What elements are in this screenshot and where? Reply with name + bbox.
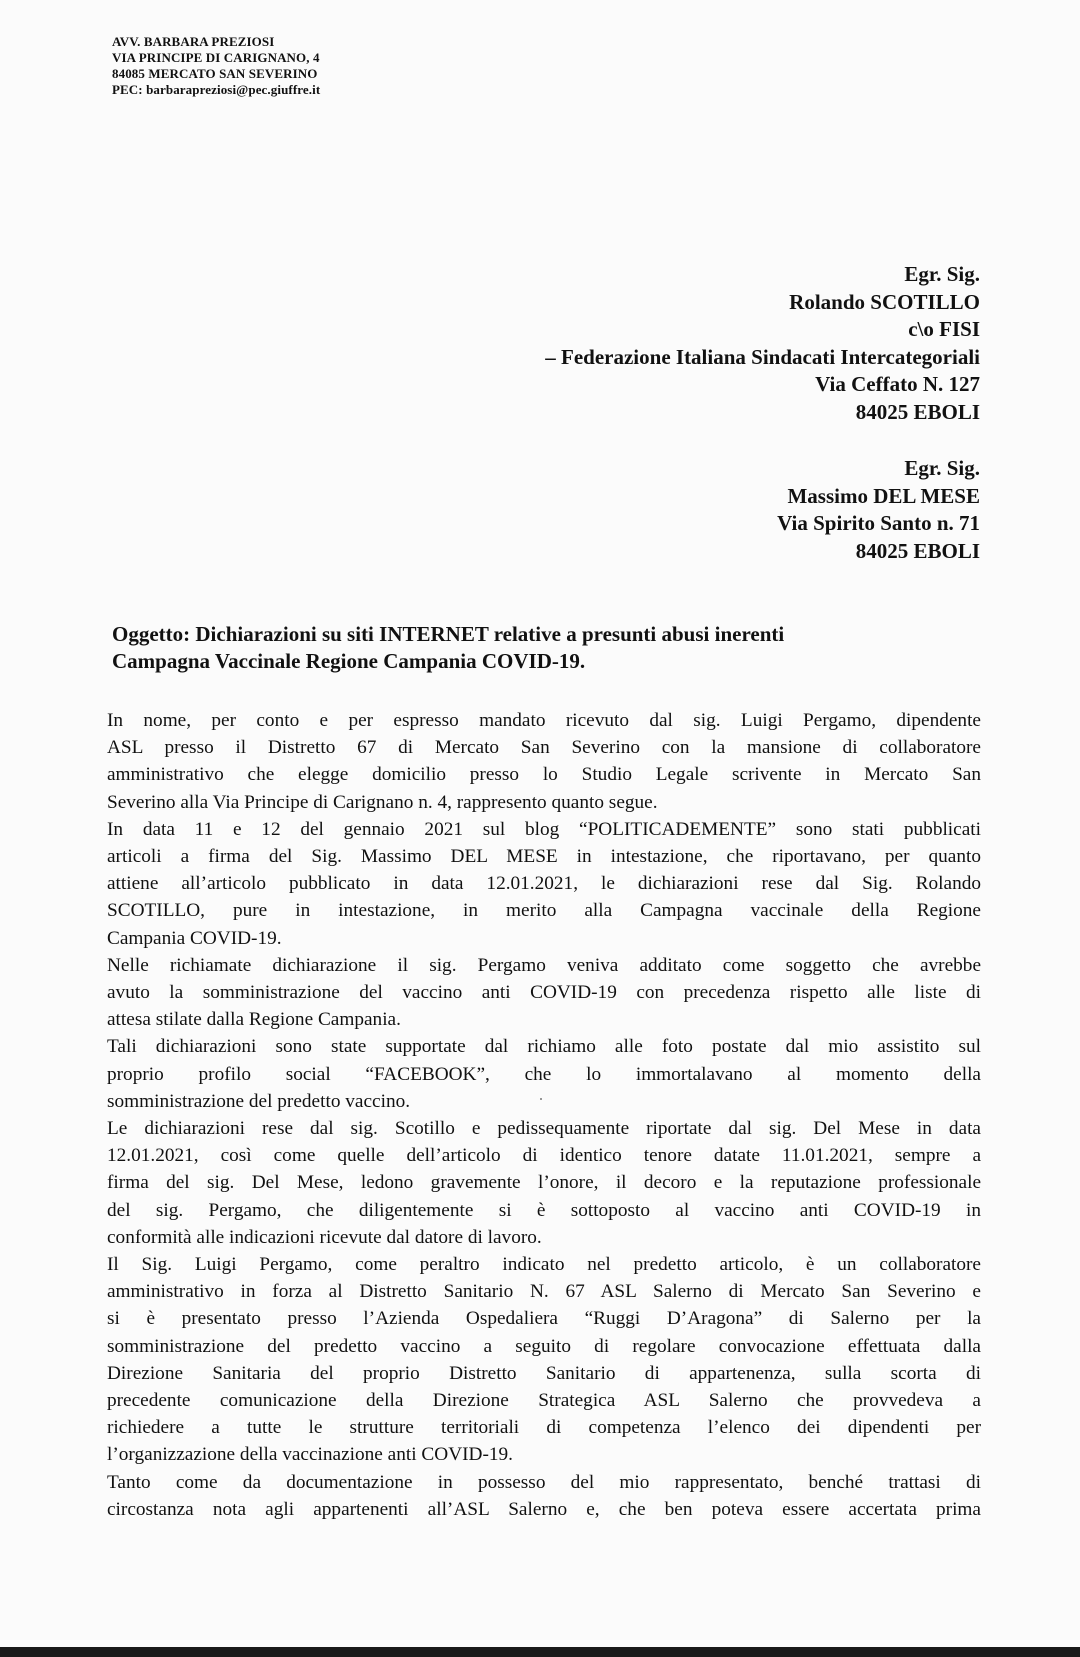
sender-letterhead [112, 34, 320, 98]
body-line: ASL presso il Distretto 67 di Mercato San Severino con la mansione di collaboratore [107, 737, 981, 759]
body-line: si è presentato presso l’Azienda Ospedaliera “Ruggi D’Aragona” di Salerno per la [107, 1308, 981, 1330]
recipient-street: Via Spirito Santo n. 71 [777, 511, 980, 535]
subject-heading [112, 621, 980, 675]
recipient-city: 84025 EBOLI [855, 399, 980, 424]
scan-speck [540, 1098, 542, 1100]
body-line: avuto la somministrazione del vaccino anti COVID-19 con precedenza rispetto alle liste di [107, 982, 981, 1004]
body-line: circostanza nota agli appartenenti all’ASL Salerno e, che ben poteva essere accertata prima [107, 1498, 981, 1520]
body-line: Il Sig. Luigi Pergamo, come peraltro indicato nel predetto articolo, è un collaboratore [107, 1254, 981, 1276]
body-line: attiene all’articolo pubblicato in data 12.01.2021, le dichiarazioni rese dal Sig. Rolando [107, 873, 981, 895]
body-line: amministrativo che elegge domicilio presso lo Studio Legale scrivente in Mercato San [107, 764, 981, 786]
body-line: proprio profilo social “FACEBOOK”, che lo immortalavano al momento della [107, 1063, 981, 1085]
subject-line: Oggetto: Dichiarazioni su siti INTERNET relative a presunti abusi inerenti [112, 622, 785, 646]
recipient-name: Massimo DEL MESE [787, 483, 980, 508]
body-line: articoli a firma del Sig. Massimo DEL MESE in intestazione, che riportavano, per quanto [107, 846, 981, 868]
paragraph-facts [107, 1251, 981, 1469]
subject-line: Campagna Vaccinale Regione Campania COVID-19. [112, 649, 586, 673]
letter-body [107, 707, 981, 1523]
recipient-name: Rolando SCOTILLO [789, 289, 980, 314]
body-line: Tali dichiarazioni sono state supportate dal richiamo alle foto postate dal mio assistito sul [107, 1036, 981, 1058]
body-line: precedente comunicazione della Direzione Strategica ASL Salerno che provvedeva a [107, 1390, 981, 1412]
recipient-block-del-mese [777, 455, 980, 565]
body-line: del sig. Pergamo, che diligentemente si è sottoposto al vaccino anti COVID-19 in [107, 1199, 981, 1221]
screen-bottom-edge [0, 1647, 1080, 1657]
body-line: Severino alla Via Principe di Carignano n. 4, rappresento quanto segue. [107, 791, 658, 813]
paragraph-photos [107, 1033, 981, 1115]
sender-city: 84085 MERCATO SAN SEVERINO [112, 66, 318, 81]
body-line: Tanto come da documentazione in possesso del mio rappresentato, benché trattasi di [107, 1471, 981, 1493]
body-line: Le dichiarazioni rese dal sig. Scotillo e pedissequamente riportate dal sig. Del Mese in data [107, 1118, 981, 1140]
paragraph-articles [107, 816, 981, 952]
sender-name: AVV. BARBARA PREZIOSI [112, 34, 275, 49]
sender-street: VIA PRINCIPE DI CARIGNANO, 4 [112, 50, 320, 65]
body-line: Nelle richiamate dichiarazione il sig. Pergamo veniva additato come soggetto che avrebbe [107, 954, 981, 976]
paragraph-defamation [107, 1115, 981, 1251]
paragraph-accusation [107, 952, 981, 1034]
body-line: Direzione Sanitaria del proprio Distretto Sanitario di appartenenza, sulla scorta di [107, 1362, 981, 1384]
recipient-care-of: c\o FISI [908, 317, 980, 341]
body-line: richiedere a tutte le strutture territoriali di competenza l’elenco dei dipendenti per [107, 1417, 981, 1439]
body-line: firma del sig. Del Mese, ledono gravemente l’onore, il decoro e la reputazione professionale [107, 1172, 981, 1194]
body-line: SCOTILLO, pure in intestazione, in merito alla Campagna vaccinale della Regione [107, 900, 981, 922]
body-line: In nome, per conto e per espresso mandato ricevuto dal sig. Luigi Pergamo, dipendente [107, 710, 981, 731]
recipient-city: 84025 EBOLI [855, 538, 980, 563]
recipient-salutation: Egr. Sig. [904, 456, 980, 480]
recipient-salutation: Egr. Sig. [904, 262, 980, 286]
body-line: l’organizzazione della vaccinazione anti COVID-19. [107, 1444, 513, 1466]
body-line: Campania COVID-19. [107, 927, 282, 949]
body-line: conformità alle indicazioni ricevute dal datore di lavoro. [107, 1226, 542, 1248]
recipient-organization: – Federazione Italiana Sindacati Intercategoriali [545, 344, 980, 369]
recipient-block-scotillo [545, 261, 980, 426]
body-line: attesa stilate dalla Regione Campania. [107, 1009, 401, 1031]
body-line: somministrazione del predetto vaccino a seguito di regolare convocazione effettuata dalla [107, 1335, 981, 1357]
sender-pec: PEC: barbarapreziosi@pec.giuffre.it [112, 82, 321, 97]
paragraph-mandate [107, 707, 981, 816]
recipient-street: Via Ceffato N. 127 [815, 372, 980, 396]
body-line: In data 11 e 12 del gennaio 2021 sul blog “POLITICADEMENTE” sono stati pubblicati [107, 818, 981, 840]
body-line: 12.01.2021, così come quelle dell’articolo di identico tenore datate 11.01.2021, sempre a [107, 1145, 981, 1167]
body-line: amministrativo in forza al Distretto Sanitario N. 67 ASL Salerno di Mercato San Severino e [107, 1281, 981, 1303]
paragraph-documentation [107, 1469, 981, 1523]
body-line: somministrazione del predetto vaccino. [107, 1090, 411, 1112]
